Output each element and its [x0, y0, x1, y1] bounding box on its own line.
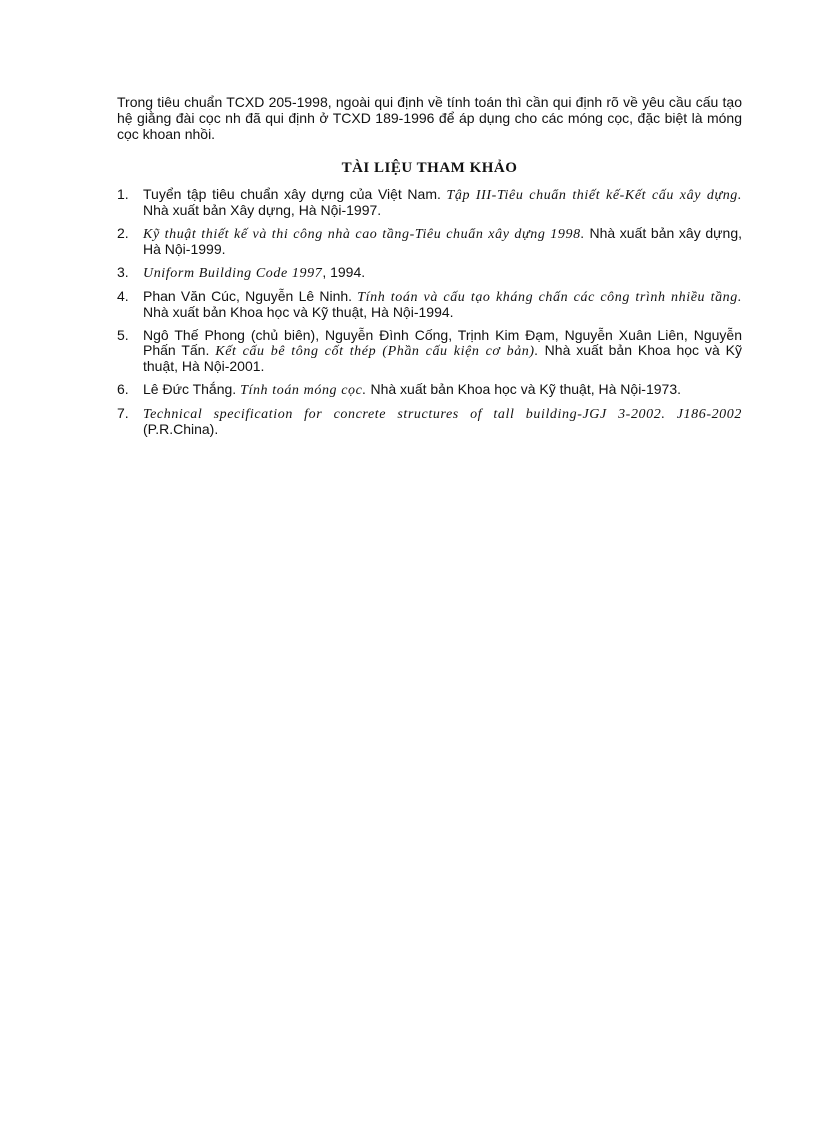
reference-text	[143, 265, 742, 281]
reference-text	[143, 328, 742, 374]
reference-item	[117, 187, 742, 218]
reference-lead: Lê Đức Thắng.	[143, 381, 241, 397]
reference-publisher: (P.R.China).	[143, 421, 219, 437]
reference-publisher: Nhà xuất bản Khoa học và Kỹ thuật, Hà Nội-1994.	[143, 304, 454, 320]
reference-number: 4.	[117, 288, 129, 304]
reference-text	[143, 187, 742, 218]
reference-text	[143, 289, 742, 320]
reference-title: Tập III-Tiêu chuẩn thiết kế-Kết cấu xây dựng.	[446, 188, 742, 203]
reference-publisher: , 1994.	[322, 264, 366, 280]
reference-item	[117, 265, 742, 281]
reference-title: Kết cấu bê tông cốt thép (Phần cấu kiện cơ bản).	[215, 344, 539, 359]
reference-publisher: Nhà xuất bản xây dựng, Hà Nội-1999.	[143, 225, 742, 257]
reference-text	[143, 226, 742, 257]
reference-title: Tính toán và cấu tạo kháng chấn các công trình nhiều tầng.	[357, 290, 742, 305]
references-heading: TÀI LIỆU THAM KHẢO	[341, 160, 518, 176]
reference-title: Technical specification for concrete structures of tall building-JGJ 3-2002. J186-2002	[143, 407, 742, 422]
reference-number: 2.	[117, 225, 129, 241]
reference-title: Kỹ thuật thiết kế và thi công nhà cao tầng-Tiêu chuẩn xây dựng 1998.	[143, 227, 585, 242]
reference-number: 3.	[117, 264, 129, 280]
reference-publisher: Nhà xuất bản Xây dựng, Hà Nội-1997.	[143, 202, 382, 218]
document-page	[117, 94, 742, 445]
references-list	[117, 187, 742, 437]
reference-number: 5.	[117, 327, 129, 343]
reference-publisher: Nhà xuất bản Khoa học và Kỹ thuật, Hà Nội-1973.	[366, 381, 681, 397]
reference-item	[117, 226, 742, 257]
reference-item	[117, 289, 742, 320]
reference-lead: Phan Văn Cúc, Nguyễn Lê Ninh.	[143, 288, 358, 304]
reference-title: Uniform Building Code 1997	[143, 266, 323, 281]
intro-paragraph: Trong tiêu chuẩn TCXD 205-1998, ngoài qui định về tính toán thì cần qui định rõ về yêu cầu cấu tạo hệ giằng đài cọc nh đã qui định ở TCXD 189-1996 để áp dụng cho các móng cọc, đặc biệt là móng cọc khoan nhồi.	[117, 94, 742, 142]
reference-publisher: Nhà xuất bản Khoa học và Kỹ thuật, Hà Nội-2001.	[143, 342, 742, 374]
reference-text	[143, 382, 742, 398]
reference-number: 7.	[117, 405, 129, 421]
reference-title: Tính toán móng cọc.	[240, 383, 367, 398]
reference-lead: Ngô Thế Phong (chủ biên), Nguyễn Đình Cống, Trịnh Kim Đạm, Nguyễn Xuân Liên, Nguyễn Phấn Tấn.	[143, 327, 742, 358]
reference-item	[117, 382, 742, 398]
reference-number: 1.	[117, 186, 129, 202]
reference-item	[117, 406, 742, 437]
reference-lead: Tuyển tập tiêu chuẩn xây dựng của Việt Nam.	[143, 186, 447, 202]
reference-item	[117, 328, 742, 374]
reference-number: 6.	[117, 381, 129, 397]
reference-text	[143, 406, 742, 437]
